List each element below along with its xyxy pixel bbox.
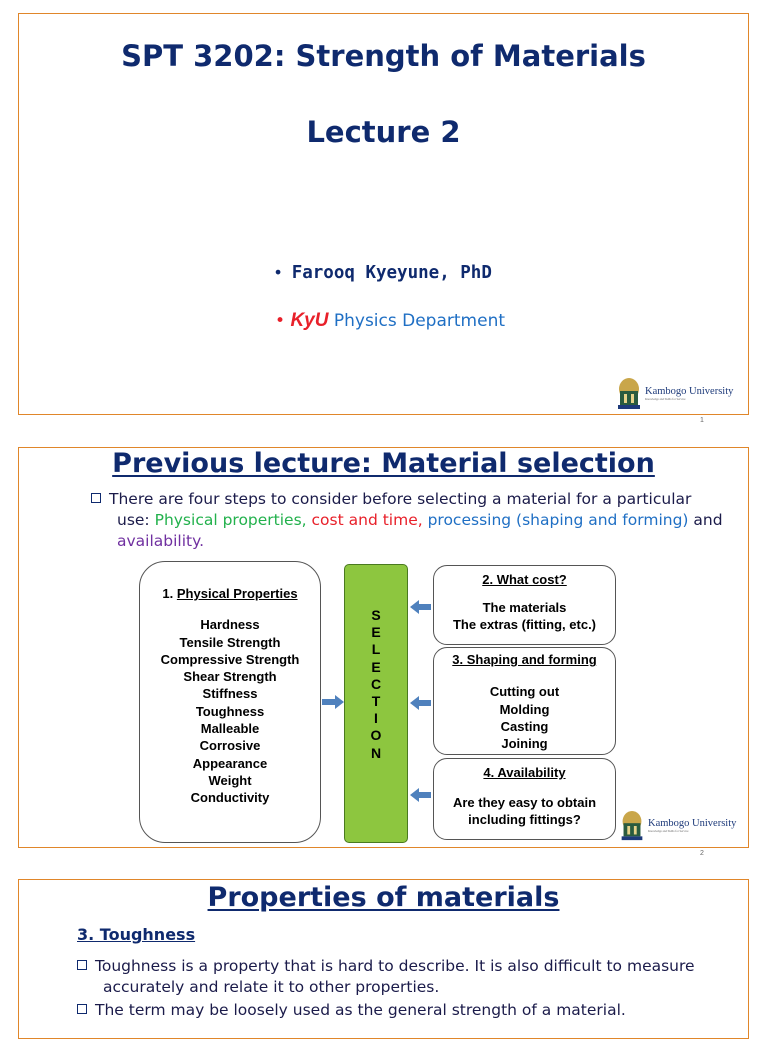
selection-letter: S — [371, 607, 381, 623]
shaping-item: Casting — [500, 718, 549, 734]
arrow-left-icon — [419, 604, 431, 610]
selection-letters — [345, 565, 407, 762]
slide-1-title: SPT 3202: Strength of Materials — [121, 39, 646, 73]
checkbox-bullet-icon — [77, 960, 87, 970]
arrow-left-icon — [419, 792, 431, 798]
checkbox-bullet-icon — [91, 493, 101, 503]
cost-box — [433, 565, 616, 645]
kyu-logo-text: KyU — [290, 310, 329, 331]
department-name: Physics Department — [333, 311, 506, 331]
selection-letter: C — [370, 675, 382, 692]
physical-property-item: Compressive Strength — [160, 651, 300, 667]
arrow-right-icon — [322, 699, 335, 705]
physical-property-item: Corrosive — [199, 738, 261, 754]
intro-processing: processing (shaping and forming) — [422, 511, 689, 529]
intro-text: There are four steps to consider before selecting a material for a particular use: — [109, 490, 692, 529]
physical-properties-title: 1. Physical Properties — [162, 586, 298, 601]
slide-2-title: Previous lecture: Material selection — [112, 448, 655, 479]
university-logo — [616, 377, 733, 411]
physical-property-item: Appearance — [192, 755, 268, 771]
shaping-box — [433, 647, 616, 755]
availability-box — [433, 758, 616, 840]
slide-3 — [18, 879, 749, 1039]
toughness-heading: 3. Toughness — [77, 925, 196, 944]
selection-letter: T — [371, 693, 381, 710]
selection-letter: L — [371, 641, 381, 658]
department-line: • KyU Physics Department — [275, 310, 506, 331]
page-number-1: 1 — [700, 417, 704, 424]
shaping-item: Joining — [501, 736, 548, 752]
university-crest-icon — [619, 810, 645, 842]
selection-column — [344, 564, 408, 843]
physical-property-item: Hardness — [200, 617, 260, 633]
university-logo — [619, 810, 736, 842]
university-name: Kambogo University — [645, 385, 734, 397]
shaping-item: Molding — [499, 701, 550, 717]
university-tagline: Knowledge and Skills for Service — [648, 829, 689, 834]
physical-properties-box — [139, 561, 321, 843]
availability-title: 4. Availability — [483, 765, 566, 780]
physical-property-item: Conductivity — [190, 790, 270, 806]
checkbox-bullet-icon — [77, 1004, 87, 1014]
selection-letter: I — [374, 710, 378, 727]
intro-bullet — [91, 489, 727, 552]
intro-and: and — [688, 511, 723, 529]
physical-property-item: Malleable — [200, 721, 260, 737]
physical-property-item: Shear Strength — [183, 669, 277, 685]
university-crest-icon — [616, 377, 642, 411]
cost-title: 2. What cost? — [482, 572, 567, 587]
intro-cost: cost and time, — [306, 511, 423, 529]
university-name: Kambogo University — [648, 817, 737, 829]
author-name: Farooq Kyeyune, PhD — [291, 263, 492, 283]
availability-item: Are they easy to obtain — [452, 795, 597, 810]
shaping-title: 3. Shaping and forming — [452, 652, 597, 667]
selection-letter: O — [370, 727, 382, 744]
cost-item: The extras (fitting, etc.) — [452, 617, 597, 632]
toughness-bullet-2: The term may be loosely used as the general strength of a material. — [77, 1000, 743, 1021]
page-number-2: 2 — [700, 850, 704, 857]
shaping-item: Cutting out — [489, 684, 560, 700]
intro-physical: Physical properties, — [154, 511, 307, 529]
cost-item: The materials — [482, 600, 567, 615]
physical-property-item: Toughness — [195, 703, 265, 719]
author-line: • Farooq Kyeyune, PhD — [275, 262, 492, 283]
toughness-bullet-1: Toughness is a property that is hard to describe. It is also difficult to measure accurately and relate it to other properties. — [77, 956, 703, 998]
slide-1 — [18, 13, 749, 415]
slide-1-subtitle: Lecture 2 — [306, 115, 461, 149]
availability-item: including fittings? — [468, 812, 581, 827]
university-tagline: Knowledge and Skills for Service — [645, 397, 686, 402]
selection-letter: E — [371, 624, 381, 641]
slide-3-title: Properties of materials — [207, 882, 560, 913]
selection-letter: N — [370, 744, 382, 761]
slide-2 — [18, 447, 749, 848]
selection-letter: E — [371, 658, 381, 675]
physical-property-item: Weight — [208, 772, 252, 788]
arrow-left-icon — [419, 700, 431, 706]
physical-property-item: Tensile Strength — [179, 634, 281, 650]
physical-property-item: Stiffness — [202, 686, 258, 702]
intro-availability: availability. — [117, 532, 205, 550]
physical-properties-list — [140, 616, 320, 806]
